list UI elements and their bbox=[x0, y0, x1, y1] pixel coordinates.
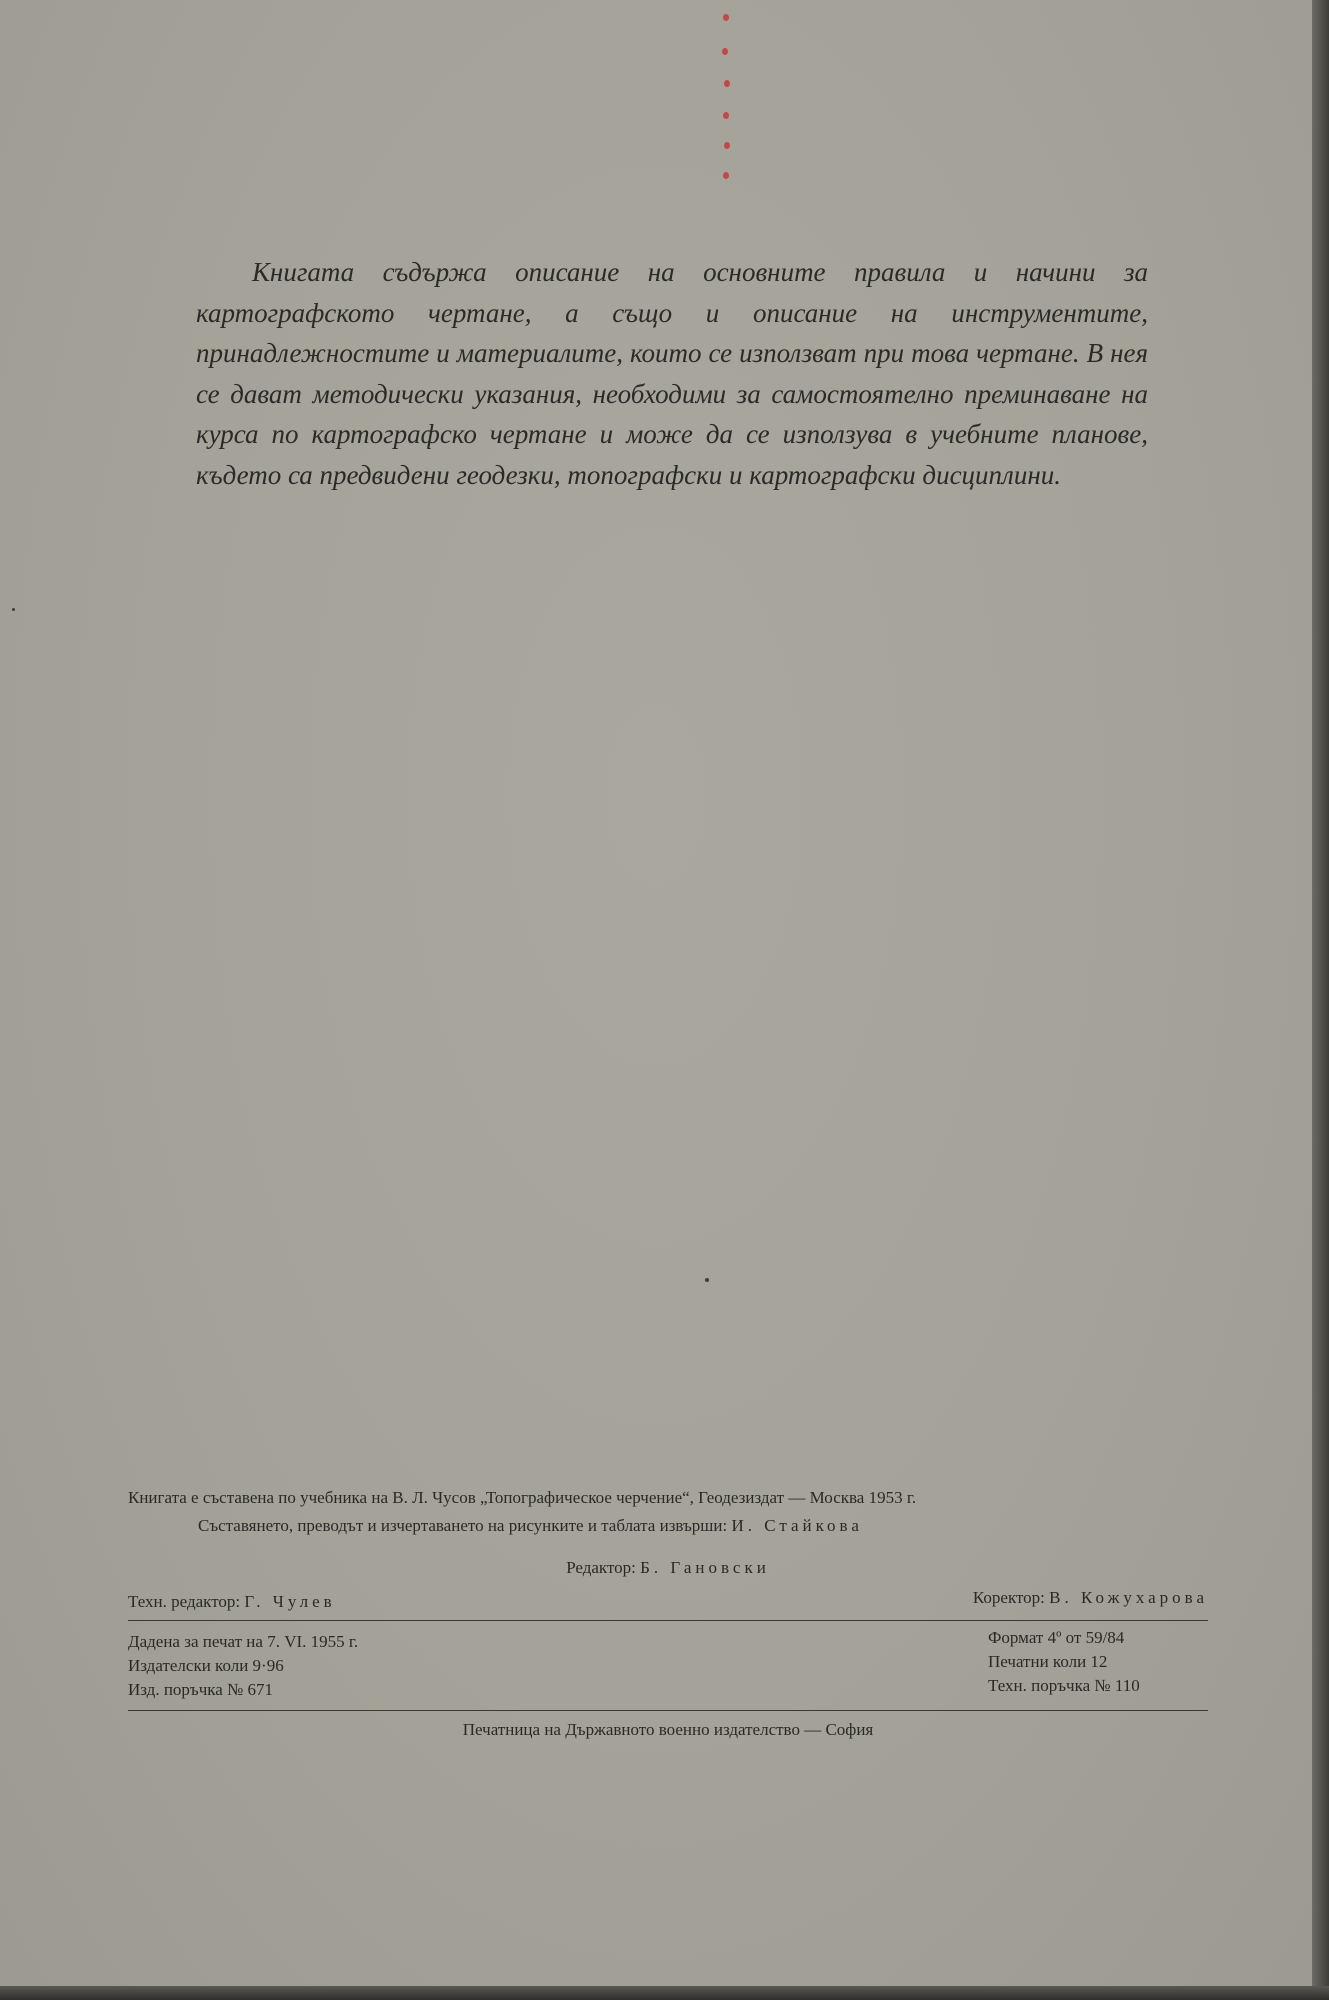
printed-sheets: Печатни коли 12 bbox=[988, 1652, 1108, 1671]
tech-order: Техн. поръчка № 110 bbox=[988, 1676, 1140, 1695]
editor-label: Редактор: bbox=[566, 1558, 636, 1577]
printer-name: Печатница на Държавното военно издателство — София bbox=[462, 1720, 874, 1739]
print-date: Дадена за печат на 7. VI. 1955 г. bbox=[128, 1632, 359, 1651]
divider-top bbox=[128, 1620, 1208, 1621]
red-thread-marks bbox=[718, 0, 738, 190]
paper-speck bbox=[12, 608, 15, 611]
page-format: Формат 4º от 59/84 bbox=[988, 1628, 1125, 1647]
compiler-label: Съставянето, преводът и изчертаването на рисунките и таблата извърши: bbox=[198, 1516, 728, 1535]
page-bottom-edge bbox=[0, 1986, 1329, 2000]
paper-speck bbox=[705, 1278, 709, 1282]
tech-editor-name: Г. Чулев bbox=[244, 1592, 336, 1611]
tech-editor-credit bbox=[128, 1592, 336, 1612]
book-abstract: Книгата съдържа описание на основните правила и начини за картографското чертане, а също и описание на инструментите, принадлежностите и материалите, които се използват при това чертане. В нея се дават методически указания, необходими за самостоятелно преминаване на курса по картографско чертане и може да се използува в учебните планове, където са предвидени геодезки, топографски и картографски дисциплини. bbox=[196, 257, 1148, 490]
source-note: Книгата е съставена по учебника на В. Л. Чусов „Топографическое черчение“, Геодезиздат — Москва 1953 г. bbox=[128, 1488, 917, 1507]
divider-bottom bbox=[128, 1710, 1208, 1711]
tech-editor-label: Техн. редактор: bbox=[128, 1592, 241, 1611]
proofreader-name: В. Кожухарова bbox=[1049, 1588, 1208, 1607]
compiler-credit bbox=[198, 1516, 863, 1536]
binding-edge bbox=[1312, 0, 1329, 2000]
editor-credit bbox=[128, 1558, 1208, 1578]
proofreader-credit bbox=[973, 1588, 1208, 1608]
publisher-order: Изд. поръчка № 671 bbox=[128, 1680, 274, 1699]
compiler-name: И. Стайкова bbox=[731, 1516, 863, 1535]
proofreader-label: Коректор: bbox=[972, 1588, 1045, 1607]
publisher-sheets: Издателски коли 9·96 bbox=[128, 1656, 284, 1675]
editor-name: Б. Гановски bbox=[640, 1558, 770, 1577]
